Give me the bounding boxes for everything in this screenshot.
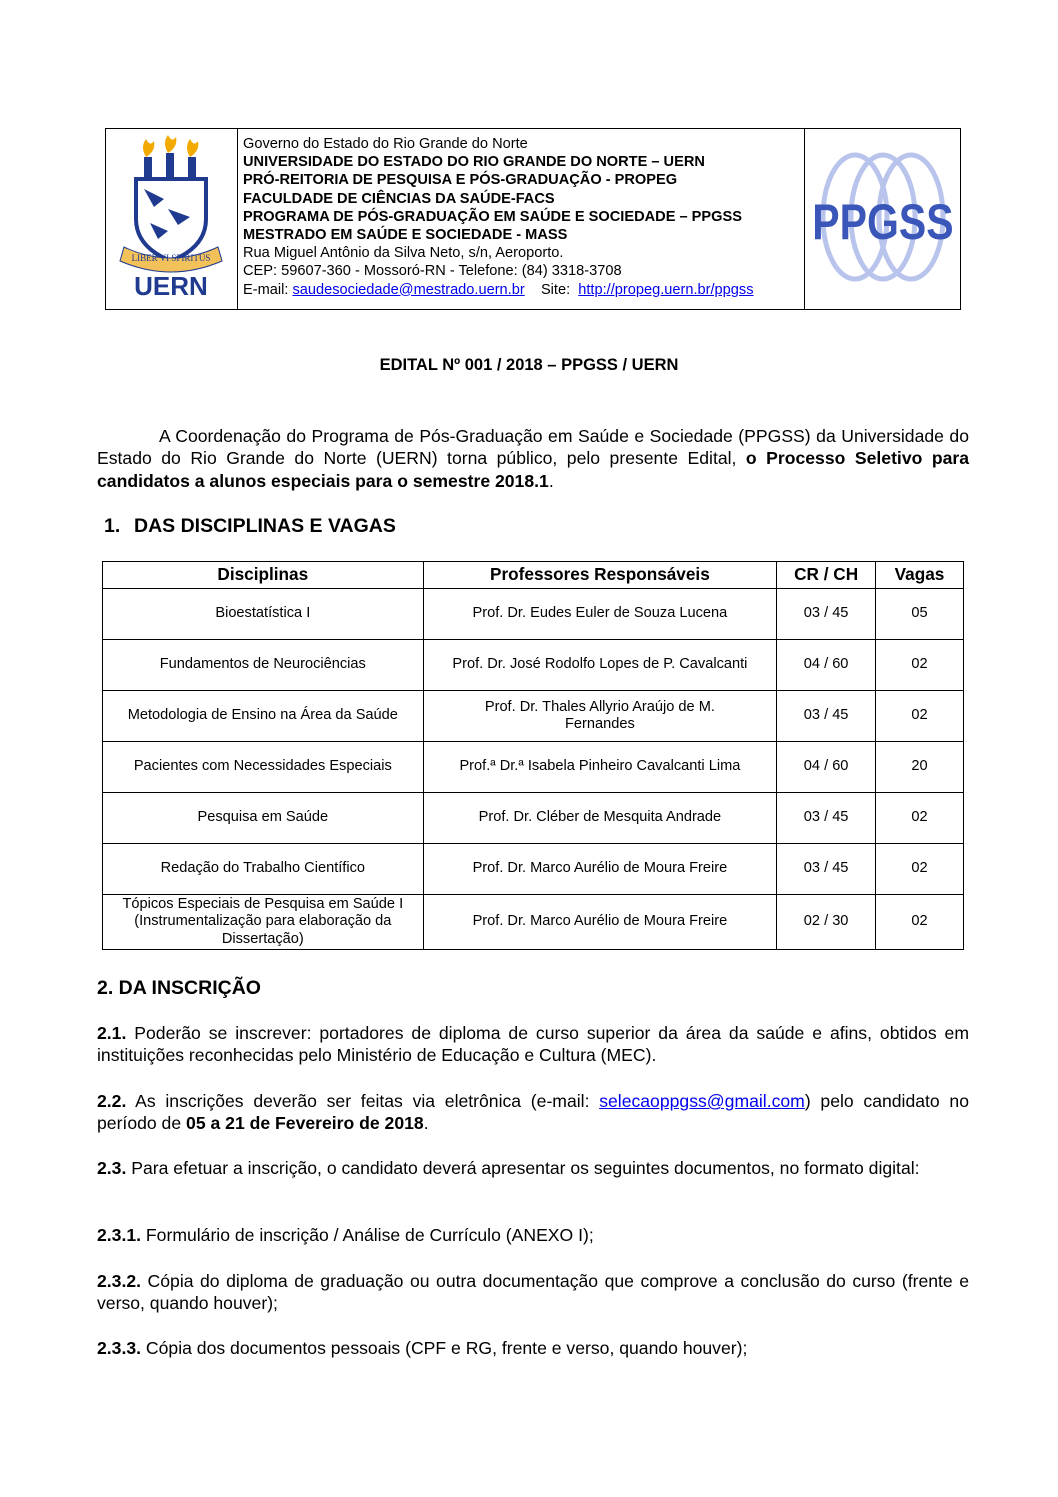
table-row [103, 895, 964, 950]
header-line: FACULDADE DE CIÊNCIAS DA SAÚDE-FACS [243, 190, 555, 207]
item-text: ) pelo candidato no período de [97, 1091, 970, 1134]
professor-cell: Prof. Dr. Marco Aurélio de Moura Freire [423, 844, 777, 895]
professor-cell: Prof. Dr. José Rodolfo Lopes de P. Cavalcanti [423, 640, 777, 691]
discipline-cell: Pacientes com Necessidades Especiais [103, 742, 424, 793]
table-header-row [103, 562, 964, 589]
column-header: Vagas [876, 562, 964, 589]
intro-bold: o Processo Seletivo para candidatos a alunos especiais para o semestre 2018.1 [97, 448, 970, 491]
torch-icon [143, 139, 154, 179]
section-2-heading: 2. DA INSCRIÇÃO [97, 977, 261, 999]
paragraph-2-3-1 [97, 1224, 969, 1246]
section-title: DAS DISCIPLINAS E VAGAS [134, 515, 396, 537]
item-number: 2.3.1. [97, 1225, 142, 1245]
vacancies-cell: 02 [876, 793, 964, 844]
vacancies-cell: 02 [876, 640, 964, 691]
uern-motto: LIBER VI SPIRITUS [131, 253, 211, 263]
vacancies-cell: 02 [876, 844, 964, 895]
professor-cell: Prof. Dr. Thales Allyrio Araújo de M. Fernandes [423, 691, 777, 742]
vacancies-cell: 05 [876, 589, 964, 640]
item-end: . [423, 1113, 429, 1134]
table-row [103, 640, 964, 691]
period-bold: 05 a 21 de Fevereiro de 2018 [186, 1113, 424, 1134]
column-header: Professores Responsáveis [423, 562, 777, 589]
section-1-heading [104, 515, 396, 538]
credits-cell: 03 / 45 [777, 844, 876, 895]
ppgss-logo-cell [805, 129, 960, 309]
torch-icon [187, 139, 198, 179]
item-text: Cópia do diploma de graduação ou outra documentação que comprove a conclusão do curso (frente e verso, quando houver); [97, 1271, 969, 1314]
paragraph-2-3 [97, 1157, 969, 1179]
header-line: CEP: 59607-360 - Mossoró-RN - Telefone: (84) 3318-3708 [243, 263, 622, 280]
header-line: MESTRADO EM SAÚDE E SOCIEDADE - MASS [243, 227, 568, 244]
uern-logo-cell [106, 129, 238, 309]
uern-logo-text: UERN [134, 271, 208, 301]
document-title: EDITAL Nº 001 / 2018 – PPGSS / UERN [379, 356, 679, 374]
table-row [103, 742, 964, 793]
vacancies-cell: 02 [876, 691, 964, 742]
item-number: 2.1. [97, 1023, 127, 1043]
item-text: Cópia dos documentos pessoais (CPF e RG, frente e verso, quando houver); [145, 1338, 748, 1358]
selection-email-link[interactable]: selecaoppgss@gmail.com [599, 1091, 805, 1111]
intro-text: A Coordenação do Programa de Pós-Graduação em Saúde e Sociedade (PPGSS) da Universidade do Estado do Rio Grande do Norte (UERN) torna público, pelo presente Edital, [97, 426, 969, 469]
paragraph-2-1 [97, 1022, 969, 1067]
column-header: Disciplinas [103, 562, 424, 589]
item-text: Para efetuar a inscrição, o candidato deverá apresentar os seguintes documentos, no formato digital: [131, 1158, 920, 1178]
uern-logo [106, 129, 237, 309]
paragraph-2-3-2 [97, 1270, 969, 1315]
vacancies-cell: 02 [876, 895, 964, 950]
paragraph-2-3-3 [97, 1337, 969, 1359]
credits-cell: 03 / 45 [777, 793, 876, 844]
discipline-cell: Fundamentos de Neurociências [103, 640, 424, 691]
disciplines-table [102, 561, 964, 950]
discipline-cell: Metodologia de Ensino na Área da Saúde [103, 691, 424, 742]
vacancies-cell: 20 [876, 742, 964, 793]
ppgss-logo [805, 129, 960, 309]
professor-cell: Prof.ª Dr.ª Isabela Pinheiro Cavalcanti Lima [423, 742, 777, 793]
item-number: 2.3.2. [97, 1271, 142, 1291]
ppgss-logo-text: PPGSS [812, 194, 954, 250]
header-contact-line [243, 281, 800, 299]
item-number: 2.3.3. [97, 1338, 142, 1358]
table-row [103, 691, 964, 742]
credits-cell: 04 / 60 [777, 742, 876, 793]
intro-end: . [548, 470, 554, 491]
item-text: Formulário de inscrição / Análise de Currículo (ANEXO I); [145, 1225, 594, 1245]
header-line: Governo do Estado do Rio Grande do Norte [243, 136, 528, 152]
credits-cell: 02 / 30 [777, 895, 876, 950]
credits-cell: 03 / 45 [777, 589, 876, 640]
professor-cell: Prof. Dr. Cléber de Mesquita Andrade [423, 793, 777, 844]
table-row [103, 793, 964, 844]
torch-icon [165, 135, 176, 179]
item-number: 2.2. [97, 1091, 127, 1111]
discipline-cell: Tópicos Especiais de Pesquisa em Saúde I (Instrumentalização para elaboração da Dissertação) [103, 895, 424, 950]
credits-cell: 04 / 60 [777, 640, 876, 691]
letterhead [105, 128, 961, 310]
header-line: Rua Miguel Antônio da Silva Neto, s/n, Aeroporto. [243, 245, 564, 262]
email-link[interactable]: saudesociedade@mestrado.uern.br [292, 281, 525, 298]
item-text: Poderão se inscrever: portadores de diploma de curso superior da área da saúde e afins, obtidos em instituições reconhecidas pelo Ministério de Educação e Cultura (MEC). [97, 1023, 969, 1066]
site-link[interactable]: http://propeg.uern.br/ppgss [578, 281, 754, 298]
discipline-cell: Bioestatística I [103, 589, 424, 640]
header-line: UNIVERSIDADE DO ESTADO DO RIO GRANDE DO NORTE – UERN [243, 154, 705, 171]
site-label: Site: [540, 281, 571, 298]
credits-cell: 03 / 45 [777, 691, 876, 742]
professor-cell: Prof. Dr. Marco Aurélio de Moura Freire [423, 895, 777, 950]
item-text: As inscrições deverão ser feitas via eletrônica (e-mail: [135, 1091, 590, 1111]
discipline-cell: Pesquisa em Saúde [103, 793, 424, 844]
item-number: 2.3. [97, 1158, 127, 1178]
header-line: PROGRAMA DE PÓS-GRADUAÇÃO EM SAÚDE E SOCIEDADE – PPGSS [243, 208, 742, 225]
discipline-cell: Redação do Trabalho Científico [103, 844, 424, 895]
table-row [103, 844, 964, 895]
letterhead-text [238, 129, 805, 309]
intro-paragraph [97, 425, 969, 492]
column-header: CR / CH [777, 562, 876, 589]
header-line: PRÓ-REITORIA DE PESQUISA E PÓS-GRADUAÇÃO - PROPEG [243, 172, 678, 189]
professor-cell: Prof. Dr. Eudes Euler de Souza Lucena [423, 589, 777, 640]
email-label: E-mail: [243, 281, 289, 298]
table-row [103, 589, 964, 640]
paragraph-2-2 [97, 1090, 969, 1135]
section-number: 1. [104, 515, 121, 537]
